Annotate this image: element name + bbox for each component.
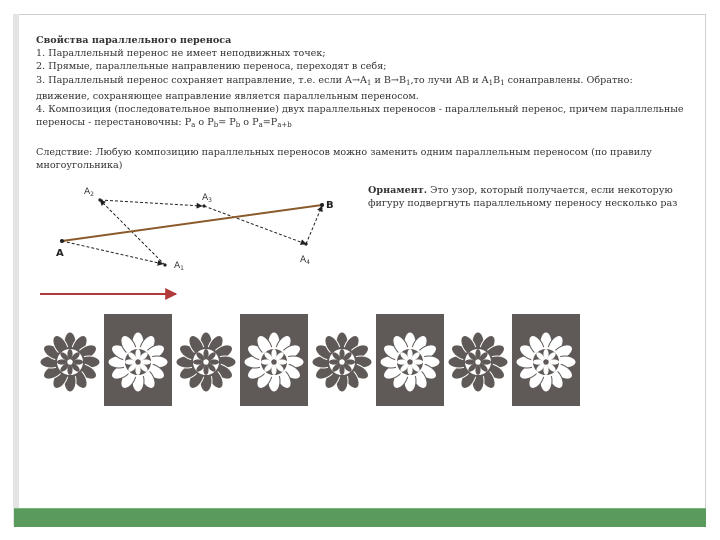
ornament-tile-light bbox=[308, 314, 376, 406]
label-a: A bbox=[56, 248, 64, 259]
vector-a2-a3 bbox=[100, 200, 202, 206]
point-a2 bbox=[98, 198, 101, 201]
label-b: B bbox=[326, 200, 334, 211]
point-b bbox=[320, 203, 324, 207]
property-4-formula: переносы - перестановочны: $P_a$ o $P_b= P_b$ o $P_a=P_{a+b}$ bbox=[36, 117, 292, 130]
ornament-tile-light bbox=[36, 314, 104, 406]
label-a3: $A_3$ bbox=[202, 193, 212, 204]
vector-a1-a2 bbox=[100, 200, 165, 265]
vector-a4-b bbox=[306, 206, 322, 244]
ornament-description: Это узор, который получается, если некоторую фигуру подвергнуть параллельному переносу несколько раз bbox=[368, 185, 678, 210]
point-a4 bbox=[304, 242, 307, 245]
ornament-term: Орнамент. bbox=[368, 185, 428, 196]
label-a4: $A_4$ bbox=[300, 255, 310, 266]
ornament-tile-dark bbox=[512, 314, 580, 406]
property-2: 2. Прямые, параллельные направлению переноса, переходят в себя; bbox=[36, 61, 387, 73]
label-a1: $A_1$ bbox=[174, 261, 184, 272]
segment-ab bbox=[62, 205, 322, 241]
ornament-tile-dark bbox=[376, 314, 444, 406]
ornament-tile-light bbox=[444, 314, 512, 406]
ornament-strip bbox=[36, 314, 586, 406]
vector-a-a1 bbox=[62, 241, 163, 264]
point-a bbox=[60, 239, 64, 243]
label-a2: $A_2$ bbox=[84, 187, 94, 198]
point-a3 bbox=[202, 204, 205, 207]
slide-title: Свойства параллельного переноса bbox=[36, 35, 232, 46]
property-1: 1. Параллельный перенос не имеет неподвижных точек; bbox=[36, 48, 326, 60]
ornament-tile-dark bbox=[104, 314, 172, 406]
corollary-text: Следствие: Любую композицию параллельных переносов можно заменить одним параллельным переносом (по правилу многоугольника) bbox=[36, 147, 652, 172]
ornament-tile-light bbox=[172, 314, 240, 406]
property-3: 3. Параллельный перенос сохраняет направление, т.е. если $A\to A_1$ и $B\to B_1,то$ лучи AB и $A_1B_1$ сонаправлены. Обратно: bbox=[36, 74, 633, 87]
property-3-line-2: движение, сохраняющее направление является параллельным переносом. bbox=[36, 90, 419, 102]
property-4: 4. Композиция (последовательное выполнение) двух параллельных переносов - параллельный перенос, причем параллельные bbox=[36, 104, 684, 116]
vector-a3-a4 bbox=[204, 206, 306, 244]
point-a1 bbox=[163, 263, 166, 266]
ornament-tile-dark bbox=[240, 314, 308, 406]
